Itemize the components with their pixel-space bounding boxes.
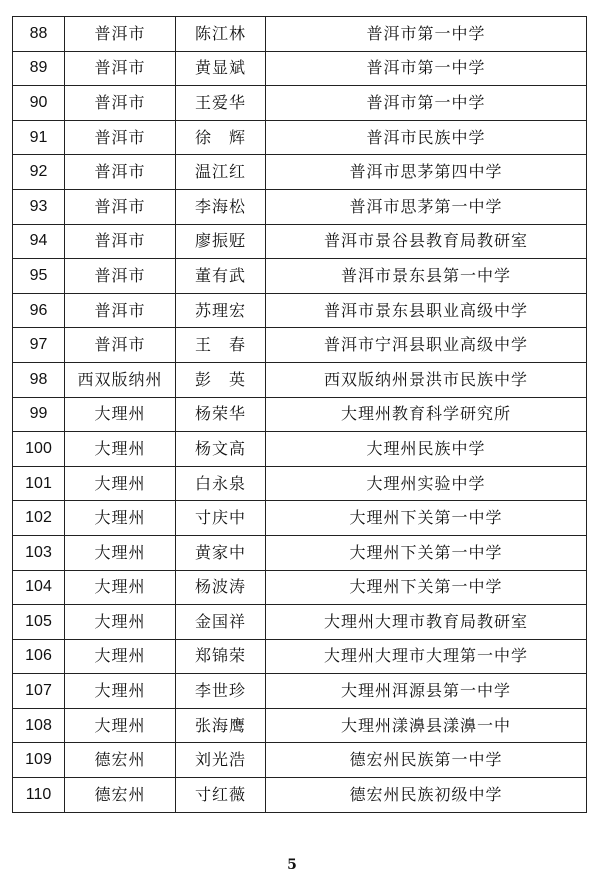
row-number: 96 (13, 293, 65, 328)
row-work-unit: 普洱市景东县第一中学 (266, 259, 587, 294)
table-row (13, 362, 587, 397)
table-row (13, 743, 587, 778)
row-person-name: 廖振觃 (176, 224, 266, 259)
row-person-name: 徐 辉 (176, 120, 266, 155)
row-person-name: 金国祥 (176, 605, 266, 640)
row-city: 大理州 (65, 466, 176, 501)
row-work-unit: 普洱市思茅第四中学 (266, 155, 587, 190)
row-work-unit: 普洱市思茅第一中学 (266, 189, 587, 224)
row-city: 普洱市 (65, 86, 176, 121)
table-row (13, 86, 587, 121)
row-person-name: 寸红薇 (176, 778, 266, 813)
row-person-name: 刘光浩 (176, 743, 266, 778)
row-number: 103 (13, 535, 65, 570)
row-city: 大理州 (65, 397, 176, 432)
row-person-name: 杨荣华 (176, 397, 266, 432)
row-person-name: 温江红 (176, 155, 266, 190)
row-work-unit: 大理州洱源县第一中学 (266, 674, 587, 709)
row-number: 101 (13, 466, 65, 501)
row-work-unit: 德宏州民族第一中学 (266, 743, 587, 778)
row-work-unit: 德宏州民族初级中学 (266, 778, 587, 813)
row-city: 德宏州 (65, 743, 176, 778)
row-work-unit: 普洱市景东县职业高级中学 (266, 293, 587, 328)
row-number: 100 (13, 432, 65, 467)
row-city: 普洱市 (65, 155, 176, 190)
row-number: 90 (13, 86, 65, 121)
row-number: 94 (13, 224, 65, 259)
row-work-unit: 大理州漾濞县漾濞一中 (266, 708, 587, 743)
row-work-unit: 大理州民族中学 (266, 432, 587, 467)
row-person-name: 白永泉 (176, 466, 266, 501)
row-person-name: 张海鹰 (176, 708, 266, 743)
table-row (13, 189, 587, 224)
roster-table (12, 16, 587, 813)
table-row (13, 570, 587, 605)
table-row (13, 674, 587, 709)
row-person-name: 苏理宏 (176, 293, 266, 328)
row-city: 大理州 (65, 535, 176, 570)
row-city: 普洱市 (65, 259, 176, 294)
row-number: 104 (13, 570, 65, 605)
table-row (13, 155, 587, 190)
table-row (13, 259, 587, 294)
table-row (13, 778, 587, 813)
row-work-unit: 西双版纳州景洪市民族中学 (266, 362, 587, 397)
row-city: 普洱市 (65, 224, 176, 259)
row-person-name: 黄家中 (176, 535, 266, 570)
row-work-unit: 大理州大理市教育局教研室 (266, 605, 587, 640)
row-number: 105 (13, 605, 65, 640)
page-number: 5 (287, 857, 297, 873)
row-number: 108 (13, 708, 65, 743)
row-city: 大理州 (65, 605, 176, 640)
row-number: 99 (13, 397, 65, 432)
row-city: 大理州 (65, 639, 176, 674)
table-row (13, 328, 587, 363)
row-city: 普洱市 (65, 17, 176, 52)
row-person-name: 陈江林 (176, 17, 266, 52)
row-work-unit: 大理州实验中学 (266, 466, 587, 501)
row-work-unit: 普洱市第一中学 (266, 51, 587, 86)
row-work-unit: 普洱市第一中学 (266, 17, 587, 52)
row-number: 93 (13, 189, 65, 224)
table-row (13, 120, 587, 155)
table-row (13, 708, 587, 743)
row-person-name: 彭 英 (176, 362, 266, 397)
row-work-unit: 大理州下关第一中学 (266, 570, 587, 605)
row-number: 110 (13, 778, 65, 813)
row-person-name: 杨波涛 (176, 570, 266, 605)
row-number: 95 (13, 259, 65, 294)
row-person-name: 黄显斌 (176, 51, 266, 86)
table-row (13, 51, 587, 86)
row-number: 97 (13, 328, 65, 363)
row-number: 88 (13, 17, 65, 52)
row-number: 102 (13, 501, 65, 536)
row-city: 普洱市 (65, 293, 176, 328)
row-work-unit: 大理州下关第一中学 (266, 501, 587, 536)
table-row (13, 432, 587, 467)
table-row (13, 293, 587, 328)
row-city: 普洱市 (65, 328, 176, 363)
row-city: 普洱市 (65, 120, 176, 155)
row-work-unit: 普洱市第一中学 (266, 86, 587, 121)
row-number: 98 (13, 362, 65, 397)
row-person-name: 王 春 (176, 328, 266, 363)
row-city: 普洱市 (65, 189, 176, 224)
row-person-name: 王爱华 (176, 86, 266, 121)
row-work-unit: 普洱市民族中学 (266, 120, 587, 155)
row-city: 大理州 (65, 432, 176, 467)
row-person-name: 寸庆中 (176, 501, 266, 536)
row-city: 大理州 (65, 674, 176, 709)
row-person-name: 李海松 (176, 189, 266, 224)
table-row (13, 501, 587, 536)
row-city: 普洱市 (65, 51, 176, 86)
row-work-unit: 大理州教育科学研究所 (266, 397, 587, 432)
row-number: 92 (13, 155, 65, 190)
table-row (13, 466, 587, 501)
table-row (13, 17, 587, 52)
table-row (13, 397, 587, 432)
row-work-unit: 大理州下关第一中学 (266, 535, 587, 570)
row-city: 德宏州 (65, 778, 176, 813)
row-number: 109 (13, 743, 65, 778)
row-number: 89 (13, 51, 65, 86)
row-person-name: 杨文高 (176, 432, 266, 467)
row-work-unit: 普洱市景谷县教育局教研室 (266, 224, 587, 259)
row-city: 大理州 (65, 501, 176, 536)
table-row (13, 535, 587, 570)
row-work-unit: 普洱市宁洱县职业高级中学 (266, 328, 587, 363)
row-work-unit: 大理州大理市大理第一中学 (266, 639, 587, 674)
row-number: 107 (13, 674, 65, 709)
row-city: 西双版纳州 (65, 362, 176, 397)
row-person-name: 董有武 (176, 259, 266, 294)
table-row (13, 224, 587, 259)
row-person-name: 郑锦荣 (176, 639, 266, 674)
row-number: 106 (13, 639, 65, 674)
row-city: 大理州 (65, 708, 176, 743)
table-row (13, 639, 587, 674)
table-row (13, 605, 587, 640)
row-city: 大理州 (65, 570, 176, 605)
row-person-name: 李世珍 (176, 674, 266, 709)
row-number: 91 (13, 120, 65, 155)
